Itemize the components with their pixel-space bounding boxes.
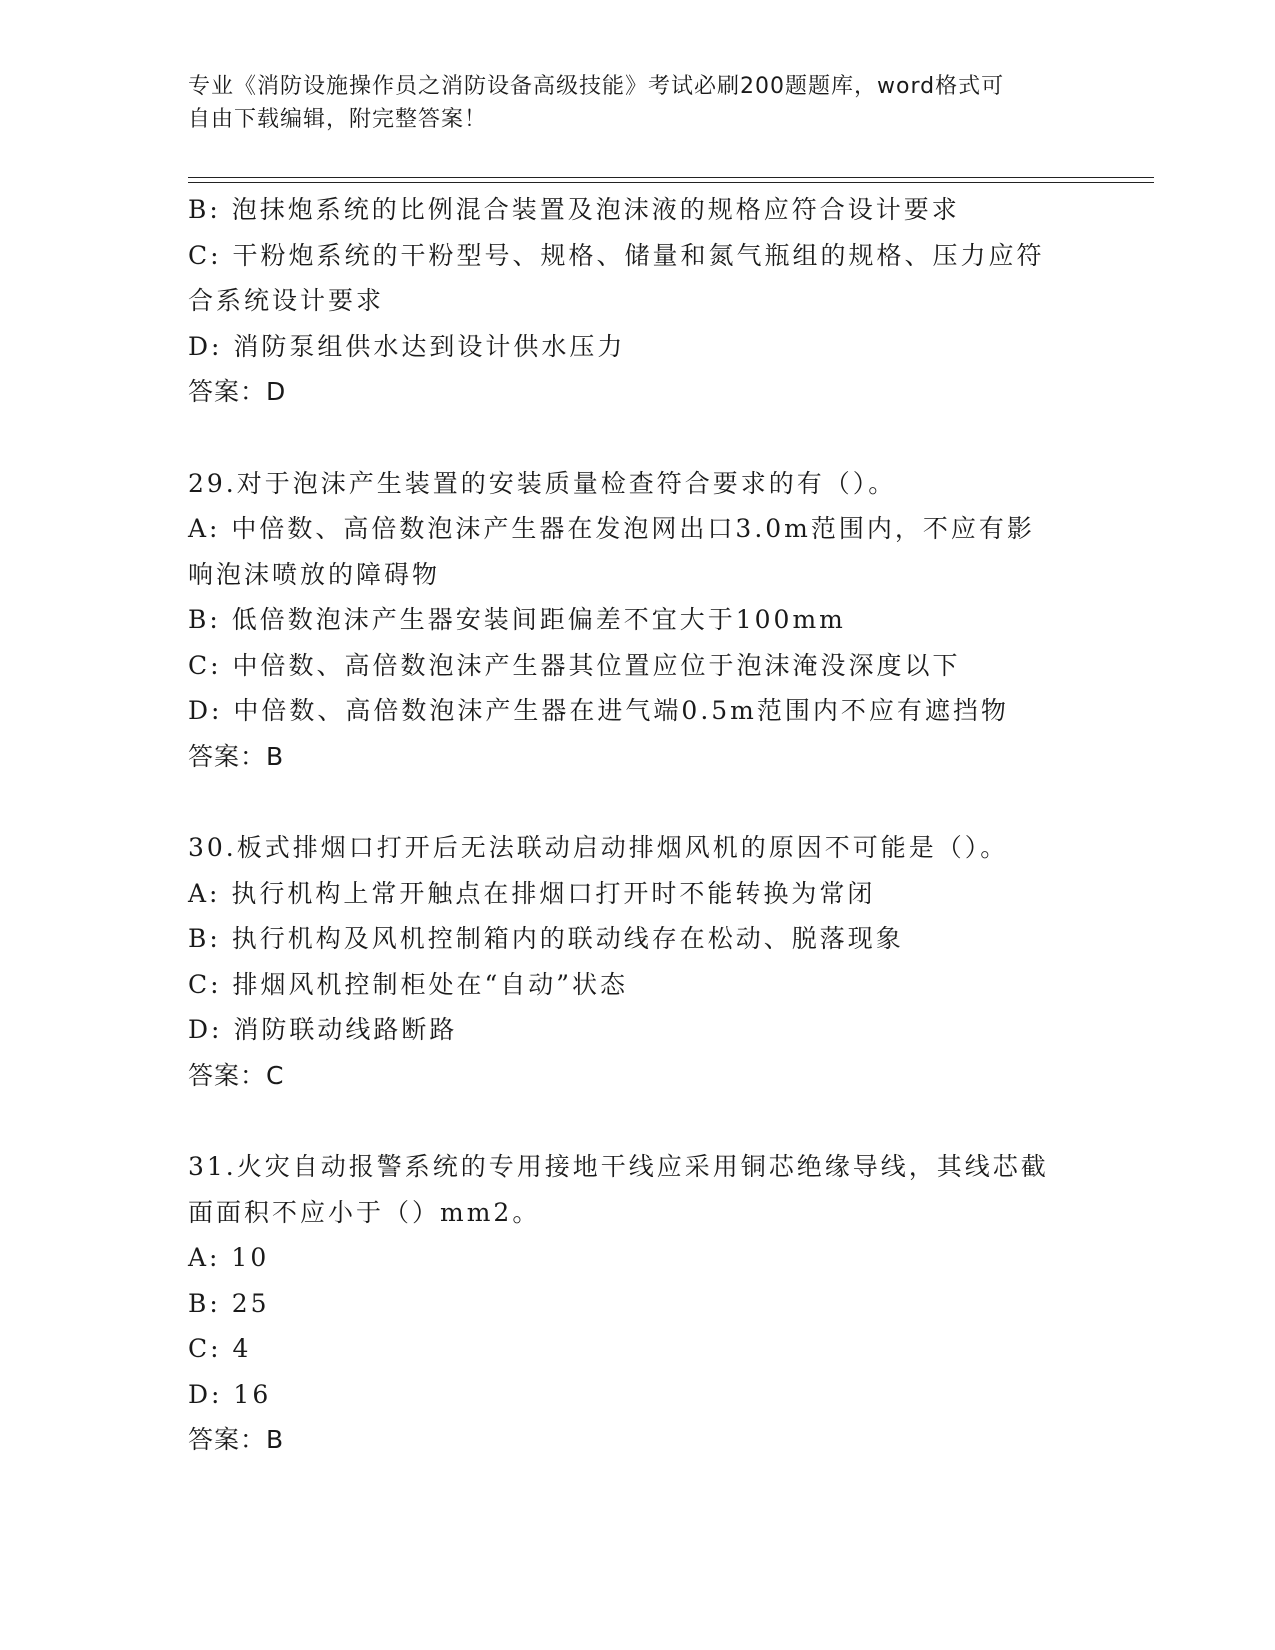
- option-c: C: 中倍数、高倍数泡沫产生器其位置应位于泡沫淹没深度以下: [188, 650, 961, 680]
- option-d: D: 消防联动线路断路: [188, 1015, 458, 1044]
- answer: 答案：C: [188, 1060, 285, 1090]
- option-d: D: 消防泵组供水达到设计供水压力: [188, 331, 626, 361]
- option-b: B: 泡抹炮系统的比例混合装置及泡沫液的规格应符合设计要求: [188, 195, 960, 224]
- option-a: A: 中倍数、高倍数泡沫产生器在发泡网出口3.0m范围内，不应有影: [188, 514, 1035, 543]
- question-block-30: [188, 825, 1088, 1098]
- question-block-31: [188, 1144, 1088, 1463]
- answer: 答案：B: [188, 1425, 285, 1454]
- option-b: B: 低倍数泡沫产生器安装间距偏差不宜大于100mm: [188, 605, 846, 634]
- option-d: D: 中倍数、高倍数泡沫产生器在进气端0.5m范围内不应有遮挡物: [188, 696, 1009, 725]
- option-c: C: 排烟风机控制柜处在“自动”状态: [188, 969, 629, 999]
- option-c: C: 干粉炮系统的干粉型号、规格、储量和氮气瓶组的规格、压力应符: [188, 240, 1045, 270]
- question-block-28: [188, 187, 1088, 415]
- header-line-1: 专业《消防设施操作员之消防设备高级技能》考试必刷200题题库，word格式可: [188, 74, 1005, 99]
- question-stem: 30.板式排烟口打开后无法联动启动排烟风机的原因不可能是（）。: [188, 833, 1009, 862]
- option-d: D: 16: [188, 1379, 272, 1409]
- answer: 答案：D: [188, 377, 287, 406]
- option-b: B: 执行机构及风机控制箱内的联动线存在松动、脱落现象: [188, 924, 904, 953]
- question-stem-continued: 面面积不应小于（）mm2。: [188, 1197, 541, 1227]
- option-c-continued: 合系统设计要求: [188, 286, 385, 315]
- option-c: C: 4: [188, 1334, 252, 1363]
- option-b: B: 25: [188, 1288, 270, 1318]
- document-header: [188, 70, 1088, 136]
- option-a: A: 执行机构上常开触点在排烟口打开时不能转换为常闭: [188, 878, 876, 908]
- option-a: A: 10: [188, 1243, 270, 1272]
- header-divider-bottom: [188, 182, 1154, 183]
- question-stem: 29.对于泡沫产生装置的安装质量检查符合要求的有（）。: [188, 468, 897, 498]
- option-a-continued: 响泡沫喷放的障碍物: [188, 559, 441, 589]
- header-divider-top: [188, 177, 1154, 178]
- question-stem: 31.火灾自动报警系统的专用接地干线应采用铜芯绝缘导线，其线芯截: [188, 1152, 1049, 1181]
- question-block-29: [188, 461, 1088, 780]
- answer: 答案：B: [188, 741, 285, 771]
- header-line-2: 自由下载编辑，附完整答案！: [188, 107, 488, 132]
- question-list: [188, 187, 1088, 1463]
